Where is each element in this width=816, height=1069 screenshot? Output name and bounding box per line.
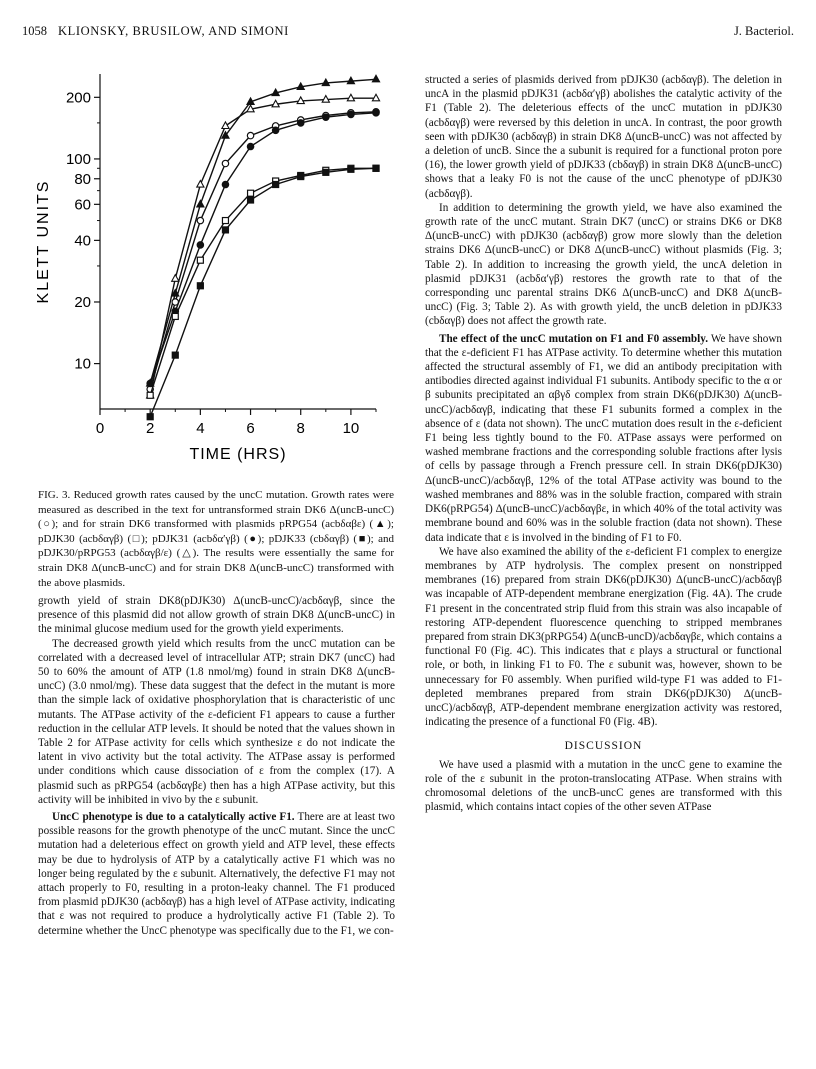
data-point-square bbox=[323, 169, 329, 175]
data-point-square bbox=[172, 313, 178, 319]
series-line bbox=[150, 168, 376, 395]
growth-curve-plot bbox=[18, 62, 403, 482]
paragraph bbox=[38, 810, 395, 938]
data-point-triangle bbox=[197, 200, 204, 207]
x-tick-label: 4 bbox=[196, 420, 205, 437]
data-point-circle bbox=[272, 127, 278, 133]
paragraph: We have also examined the ability of the ε-deficient F1 complex to energize membranes by ATP hydrolysis. The complex present on nonstripped membranes (16) prepared from strain DK6(pDJK30) Δ(uncB-uncC)/acbδαγβ was incapable of ATP-dependent membrane energization (Fig. 4A). The crude F1 present in the concentrated strip fluid from this strain was also incapable of restoring ATP-dependent fluorescence quenching to stripped membranes prepared from strain DK3(pRPG54) Δ(uncB-uncD)/acbδαγβε, which contains a functional F0 (Fig. 4C). This indicates that ε plays a structural or functional role, or both, in linking F1 to F0. The ε subunit was, however, shown to be unnecessary for F0 assembly. When purified wild-type F1 was added to F1-depleted membranes prepared from strain DK6(pDJK30) Δ(uncB-uncC)/acbδαγβ, ATP-dependent membrane energization activity was restored, indicating the presence of a functional F0 (Fig. 4B). bbox=[425, 545, 782, 729]
journal-name: J. Bacteriol. bbox=[733, 24, 794, 38]
series-line bbox=[150, 79, 376, 383]
page-header bbox=[22, 24, 794, 42]
data-point-triangle bbox=[347, 94, 354, 101]
data-point-circle bbox=[147, 380, 153, 386]
y-axis-label: KLETT UNITS bbox=[35, 179, 52, 304]
data-point-triangle bbox=[372, 75, 379, 82]
data-point-square bbox=[248, 190, 254, 196]
figure-3-chart bbox=[18, 62, 403, 482]
data-point-circle bbox=[222, 181, 228, 187]
y-tick-label: 10 bbox=[74, 355, 91, 373]
data-point-square bbox=[172, 352, 178, 358]
page-number: 1058 bbox=[22, 24, 47, 38]
data-point-triangle bbox=[222, 122, 229, 129]
right-text-column bbox=[425, 73, 782, 814]
data-point-circle bbox=[323, 114, 329, 120]
y-tick-label: 80 bbox=[74, 170, 91, 188]
paragraph: We have used a plasmid with a mutation in the uncC gene to examine the role of the ε subunit in the proton-translocating ATPase. When strains with chromosomal deletions of the uncB-uncC genes are transformed with this plasmid, which contains intact copies of the other seven ATPase bbox=[425, 758, 782, 814]
paragraph-body: We have shown that the ε-deficient F1 has ATPase activity. To determine whether this mutation affected the structural assembly of F1, we did an antibody precipitation with antibodies directed against individual F1 subunits. Antibody specific to the α or β subunits precipitated an αβγδ complex from strain DK6(pDJK30) Δ(uncB-uncC)/acbδαγβ, indicating that these F1 subunits formed a complex in the absence of ε (data not shown). The uncC mutation does result in the ε-deficient F1 being less tightly bound to the F0. ATPase assays were performed on washed membrane fractions and the corresponding soluble fractions after lysis of cells by passage through a French pressure cell. In strain DK6(pDJK30) Δ(uncB-uncC)/acbδαγβ, 12% of the total ATPase activity was bound to the washed membranes and 88% was in the soluble fraction, compared with strain DK6(pRPG54) Δ(uncB-uncC)/acbδαγβε, in which 40% of the total activity was membrane bound and 60% was in the soluble fraction (data not shown). These data indicate that ε is involved in the binding of F1 to F0. bbox=[425, 332, 782, 544]
data-point-square bbox=[222, 218, 228, 224]
data-point-square bbox=[373, 165, 379, 171]
series-line bbox=[150, 168, 376, 416]
paragraph: structed a series of plasmids derived from pDJK30 (acbδαγβ). The deletion in uncA in the plasmid pDJK31 (acbδα′γβ) abolishes the catalytic activity of the F1 (Table 2). The deleterious effects of the uncC mutation in pDJK30 (acbδαγβ) were reversed by this deletion in uncA. In contrast, the poor growth seen with pDJK30 (acbδαγβ) in strain DK8 Δ(uncB-uncC) was not affected by a deletion of uncB. Since the a subunit is required for a functional proton pore (16), the lower growth yield of pDJK33 (cbδαγβ) in strain DK8 Δ(uncB-uncC) shows that a leaky F0 is not the cause of the uncC phenotype of pDJK30 (acbδαγβ). bbox=[425, 74, 782, 200]
data-point-circle bbox=[348, 111, 354, 117]
series-line bbox=[150, 112, 376, 389]
data-point-circle bbox=[197, 242, 203, 248]
data-point-circle bbox=[247, 143, 253, 149]
data-point-square bbox=[348, 166, 354, 172]
running-authors: KLIONSKY, BRUSILOW, AND SIMONI bbox=[58, 24, 289, 38]
paragraph: The decreased growth yield which results from the uncC mutation can be correlated with a decreased level of intracellular ATP; strain DK7 (uncC) had 50 to 60% the amount of ATP (1.8 nmol/mg) found in strain DK8 Δ(uncB-uncC) (3.0 nmol/mg). These data suggest that the defect in the mutant is more than the simple lack of oxidative phosphorylation that is characteristic of unc mutants. The ATPase activity of the ε-deficient F1 appears to cause a further reduction in the cellular ATP levels. It should be noted that the values shown in Table 2 for ATPase activity for cells which synthesize ε do not indicate the latent in vivo activity but the total activity. The ATPase assay is performed under conditions which cause dissociation of ε from the complex (17). A plasmid such as pRPG54 (acbδαγβε) then has a high ATPase activity, but this activity will be inhibited in vivo by the ε subunit. bbox=[38, 637, 395, 806]
data-point-square bbox=[147, 392, 153, 398]
run-in-heading: The effect of the uncC mutation on F1 and F0 assembly. bbox=[439, 332, 709, 345]
data-point-square bbox=[298, 174, 304, 180]
data-point-circle bbox=[247, 132, 253, 138]
y-tick-label: 60 bbox=[74, 196, 91, 214]
data-point-square bbox=[273, 182, 279, 188]
paragraph: growth yield of strain DK8(pDJK30) Δ(uncB-uncC)/acbδαγβ, since the presence of this plasmid did not allow growth of strain DK8 Δ(uncB-uncC) in the minimal glucose medium used for the growth yield experiments. bbox=[38, 595, 395, 636]
x-tick-label: 6 bbox=[246, 420, 255, 437]
y-tick-label: 40 bbox=[74, 232, 91, 250]
x-tick-label: 0 bbox=[95, 420, 105, 437]
run-in-heading: UncC phenotype is due to a catalytically active F1. bbox=[52, 811, 295, 824]
paragraph bbox=[425, 332, 782, 545]
data-point-square bbox=[197, 257, 203, 263]
paragraph-body: There are at least two possible reasons for the growth phenotype of the uncC mutant. Since the uncC mutation had a deleterious effect on growth yield and ATP level, these effects may be due to hydrolysis of ATP by a catalytically active F1 which was no longer being regulated by the ε subunit. Alternatively, the defective F1 may not attach properly to F0, resulting in a proton-leaky channel. The F1 produced from plasmid pDJK30 (acbδαγβ) has a high level of ATPase activity, indicating that ε was not required to produce a hydrolytically active F1 (Table 2). To determine whether the UncC phenotype was specifically due to the F1, we con- bbox=[38, 811, 395, 937]
data-point-triangle bbox=[197, 181, 204, 188]
data-point-square bbox=[197, 283, 203, 289]
data-point-circle bbox=[298, 120, 304, 126]
data-point-circle bbox=[197, 217, 203, 223]
data-point-square bbox=[147, 414, 153, 420]
data-point-square bbox=[248, 197, 254, 203]
paragraph: In addition to determining the growth yield, we have also examined the growth rate of the uncC mutant. Strain DK7 (uncC) or strains DK6 or DK8 Δ(uncB-uncC) with pDJK30 (acbδαγβ) grow more slowly than the deletion strains DK6 Δ(uncB-uncC) or DK8 Δ(uncB-uncC) without plasmids (Fig. 3; Table 2). In addition to increasing the growth yield, the uncA deletion in plasmid pDJK31 (acbδα′γβ) restores the growth rate to that of the corresponding unc parental strains DK6 Δ(uncB-uncC) and DK8 Δ(uncB-uncC) (Fig. 3; Table 2). As with growth yield, the uncB deletion in pDJK33 (cbδαγβ) does not affect the growth rate. bbox=[425, 201, 782, 328]
y-tick-label: 20 bbox=[74, 293, 91, 311]
section-heading-discussion: DISCUSSION bbox=[564, 740, 643, 753]
y-tick-label: 100 bbox=[65, 150, 91, 168]
figure-caption: FIG. 3. Reduced growth rates caused by the uncC mutation. Growth rates were measured as described in the text for untransformed strain DK6 Δ(uncB-uncC) (○); and for strain DK6 transformed with plasmids pRPG54 (acbδαβε) (▲); pDJK30 (acbδαγβ) (□); pDJK31 (acbδα′γβ) (●); pDJK33 (cbδαγβ) (■); and pDJK30/pRPG53 (acbδαγβ/ε) (△). The results were essentially the same for strain DK8 Δ(uncB-uncC) and for strain DK8 Δ(uncB-uncC) transformed with the above plasmids. bbox=[38, 489, 394, 589]
x-tick-label: 8 bbox=[296, 420, 305, 437]
data-point-circle bbox=[222, 160, 228, 166]
x-tick-label: 10 bbox=[342, 420, 360, 437]
data-point-triangle bbox=[172, 275, 179, 282]
y-tick-label: 200 bbox=[65, 89, 91, 107]
data-point-square bbox=[222, 227, 228, 233]
data-point-triangle bbox=[372, 94, 379, 101]
x-tick-label: 2 bbox=[146, 420, 155, 437]
data-point-circle bbox=[373, 110, 379, 116]
left-text-column bbox=[38, 594, 395, 938]
x-axis-label: TIME (HRS) bbox=[189, 446, 287, 463]
series-line bbox=[150, 98, 376, 395]
